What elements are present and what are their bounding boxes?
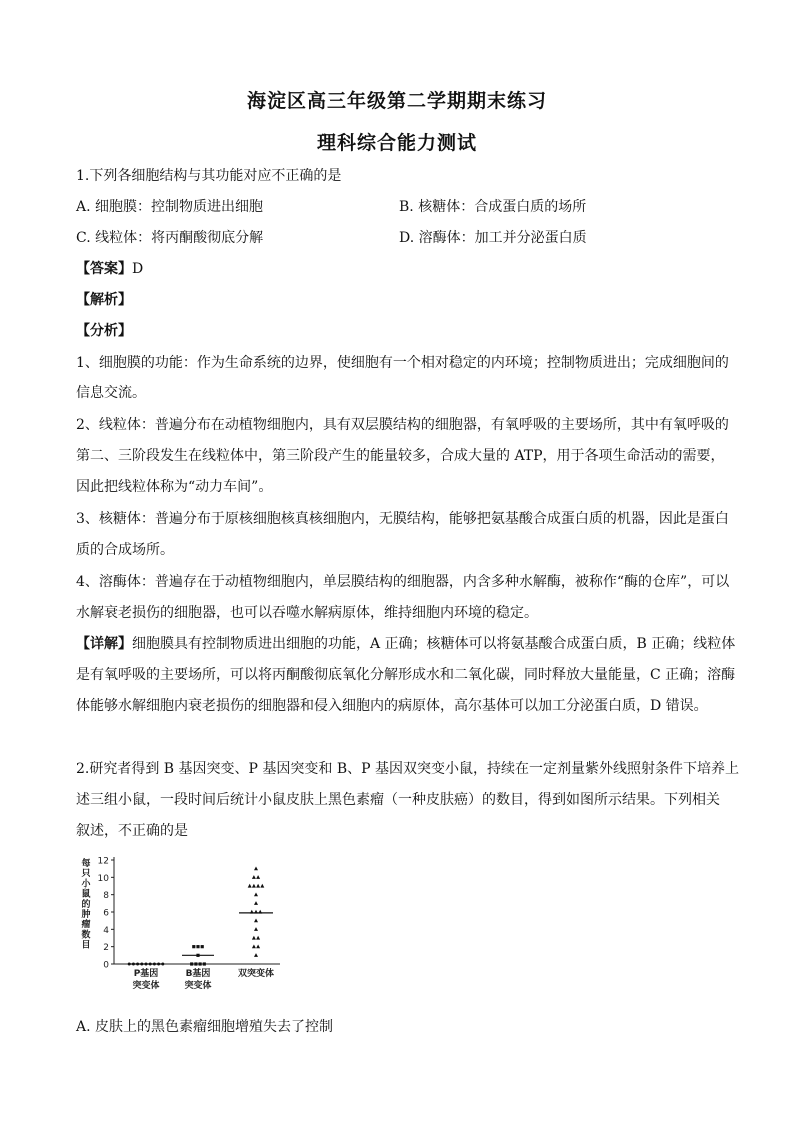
data-point (256, 944, 260, 948)
analysis-point-line: 3、核糖体：普遍分布于原核细胞核真核细胞内，无膜结构，能够把氨基酸合成蛋白质的机器，因此是蛋白 (76, 511, 729, 527)
analysis-point-line: 1、细胞膜的功能：作为生命系统的边界，使细胞有一个相对稳定的内环境；控制物质进出；完成细胞间的 (76, 355, 729, 371)
y-tick-label: 6 (103, 908, 109, 919)
question-2-stem-line: 述三组小鼠，一段时间后统计小鼠皮肤上黑色素瘤（一种皮肤癌）的数目，得到如图所示结果。下列相关 (76, 792, 720, 808)
question-2-stem-line: 叙述，不正确的是 (76, 823, 188, 839)
data-point (199, 962, 202, 965)
data-point (254, 927, 258, 931)
detail-line: 体能够水解细胞内衰老损伤的细胞器和侵入细胞内的病原体，高尔基体可以加工分泌蛋白质，D 错误。 (76, 698, 708, 714)
y-tick-label: 2 (103, 943, 109, 954)
data-point (254, 892, 258, 896)
data-point (201, 945, 204, 948)
analysis-point-line: 4、溶酶体：普遍存在于动植物细胞内，单层膜结构的细胞器，内含多种水解酶，被称作“酶的仓库”，可以 (76, 574, 730, 590)
data-point (252, 884, 256, 888)
option-a: A. 细胞膜：控制物质进出细胞 (76, 199, 264, 215)
data-point (260, 884, 264, 888)
data-point (248, 884, 252, 888)
page-title: 海淀区高三年级第二学期期末练习 (246, 90, 547, 112)
data-point (254, 918, 258, 922)
analysis-point-line: 水解衰老损伤的细胞器，也可以吞噬水解病原体，维持细胞内环境的稳定。 (76, 605, 538, 621)
detail-line (76, 635, 735, 653)
data-point (256, 875, 260, 879)
option-d: D. 溶酶体：加工并分泌蛋白质 (399, 230, 587, 246)
data-point (192, 945, 195, 948)
page-subtitle: 理科综合能力测试 (316, 132, 477, 154)
data-point (252, 944, 256, 948)
analysis-point-line: 质的合成场所。 (76, 542, 174, 558)
data-point (203, 962, 206, 965)
detail-label: 【详解】 (76, 636, 132, 652)
answer-label: 【答案】 (76, 261, 132, 277)
analysis-point-line: 因此把线粒体称为“动力车间”。 (76, 479, 273, 495)
y-tick-label: 8 (103, 891, 109, 902)
y-tick-label: 12 (97, 856, 109, 867)
analysis-point-line: 第二、三阶段发生在线粒体中，第三阶段产生的能量较多，合成大量的 ATP，用于各项生命活动的需要， (76, 448, 725, 464)
y-tick-label: 10 (97, 873, 109, 884)
y-axis-label: 每只小鼠的肿瘤数目 (81, 859, 91, 951)
detail-line: 是有氧呼吸的主要场所，可以将丙酮酸彻底氧化分解形成水和二氧化碳，同时释放大量能量，C 正确；溶酶 (76, 667, 736, 683)
x-tick-label: 突变体 (132, 981, 160, 991)
y-tick-label: 0 (103, 960, 109, 971)
data-point (256, 884, 260, 888)
tumor-scatter-chart (76, 852, 296, 1004)
x-tick-label: B基因 (185, 969, 211, 979)
x-tick-label: P基因 (133, 969, 159, 979)
x-tick-label: 突变体 (184, 981, 212, 991)
data-point (190, 962, 193, 965)
question-1-stem: 1.下列各细胞结构与其功能对应不正确的是 (76, 168, 342, 184)
question-2-stem-line: 2.研究者得到 B 基因突变、P 基因突变和 B、P 基因双突变小鼠，持续在一定剂量紫外线照射条件下培养上 (76, 761, 740, 777)
analysis-label: 【解析】 (76, 292, 132, 308)
detail-text: 细胞膜具有控制物质进出细胞的功能，A 正确；核糖体可以将氨基酸合成蛋白质，B 正确；线粒体 (132, 636, 736, 652)
data-point (256, 936, 260, 940)
data-point (254, 866, 258, 870)
analysis-point-line: 2、线粒体：普遍分布在动植物细胞内，具有双层膜结构的细胞器，有氧呼吸的主要场所，其中有氧呼吸的 (76, 417, 729, 433)
x-tick-label: 双突变体 (237, 969, 275, 979)
y-tick-label: 4 (103, 925, 109, 936)
data-point (252, 936, 256, 940)
data-point (254, 901, 258, 905)
fenxi-label: 【分析】 (76, 323, 132, 339)
data-point (254, 953, 258, 957)
answer-line (76, 260, 143, 278)
option-c: C. 线粒体：将丙酮酸彻底分解 (76, 230, 264, 246)
data-point (194, 962, 197, 965)
data-point (252, 875, 256, 879)
data-point (196, 945, 199, 948)
option-b: B. 核糖体：合成蛋白质的场所 (399, 199, 587, 215)
analysis-point-line: 信息交流。 (76, 385, 146, 401)
answer-value: D (132, 261, 144, 277)
question-2-option-a: A. 皮肤上的黑色素瘤细胞增殖失去了控制 (76, 1019, 334, 1035)
